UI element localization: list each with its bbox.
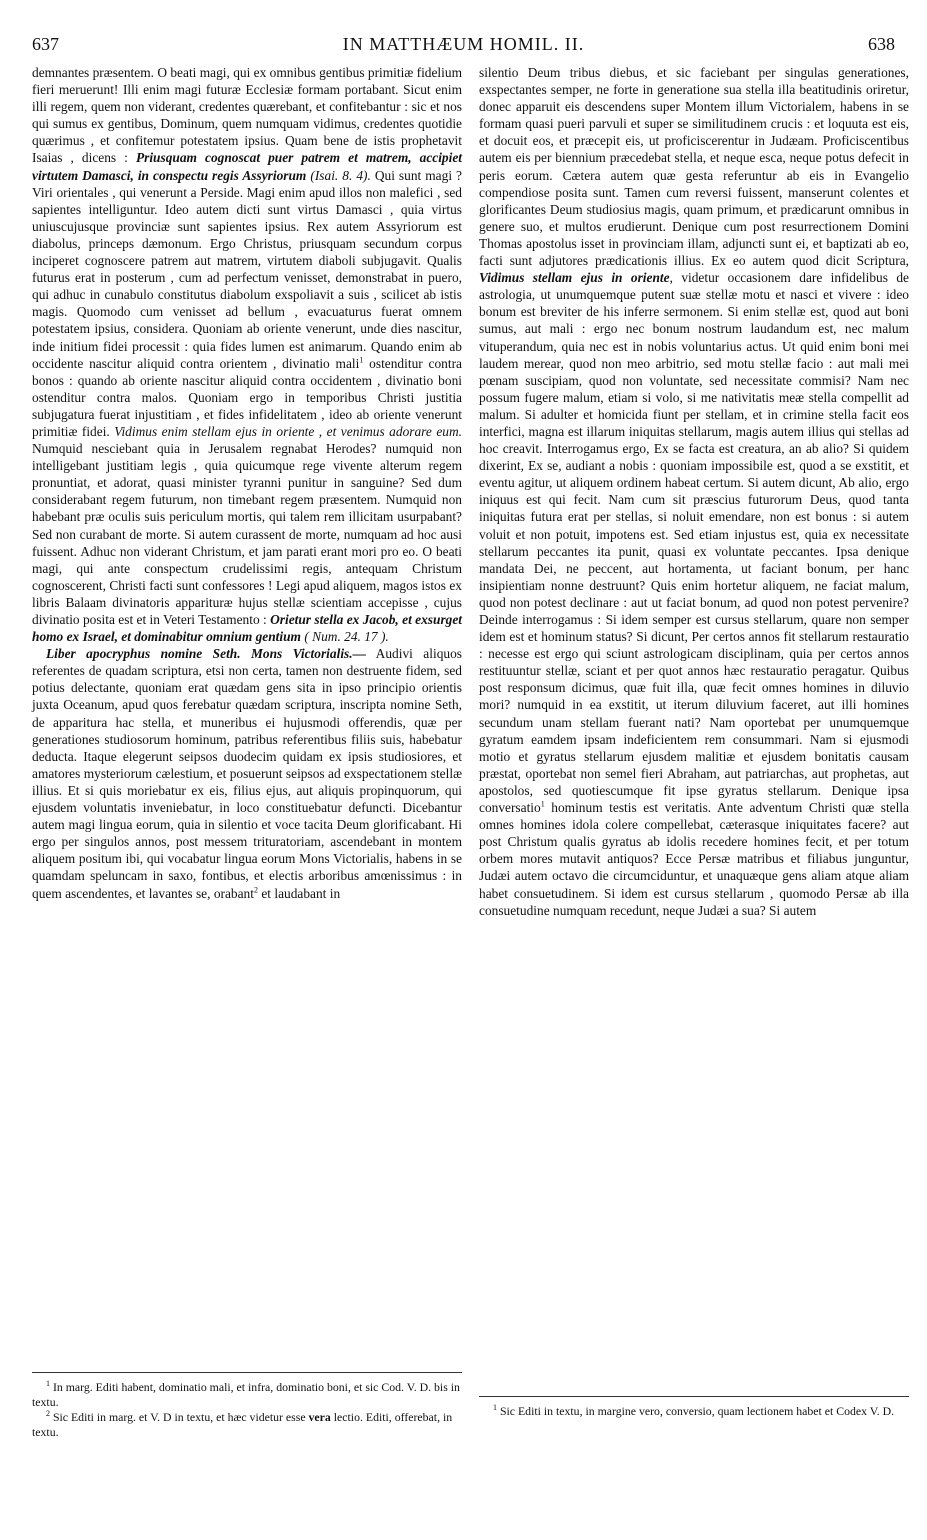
right-footnote-1: $^1$ Sic Editi in textu, in margine vero, conversio, quam lectionem habet et Codex V. D. <box>493 1403 895 1418</box>
isaiah-reference: (Isai. 8. 4). <box>310 167 371 183</box>
left-footnotes <box>32 1380 462 1440</box>
left-text-f: et laudabant in <box>257 885 341 901</box>
running-header <box>30 34 897 60</box>
footnote-marker: 1 <box>359 355 364 365</box>
left-footnote-2: $^2$ Sic Editi in marg. et V. D in textu, et hæc videtur esse vera lectio. Editi, offerebat, in textu. <box>32 1409 453 1439</box>
right-footnote-rule <box>479 1396 909 1397</box>
left-footnote-1: $^1$ In marg. Editi habent, dominatio mali, et infra, dominatio boni, et sic Cod. V. D. bis in textu. <box>32 1379 460 1409</box>
footnote-marker: 2 <box>253 885 258 895</box>
numbers-quote: Orietur stella ex Jacob, et exsurget homo ex Israel, et dominabitur omnium gentium <box>32 612 463 645</box>
left-text-a: demnantes præsentem. O beati magi, qui ex omnibus gentibus primitiæ fidelium fieri meruerunt! Illi enim magi futuræ Ecclesiæ formam portabant. Sicut enim illi regem, quem non viderant, credentes quærebant, et confitebantur : sic et nos qui sumus ex gentibus, Dominum, quem numquam vidimus, credentes quotidie quærimus , et confitemur potestatem ipsius. Quam bene de istis prophetavit Isaias , dicens : <box>32 65 462 166</box>
page-number-right: 638 <box>868 34 895 54</box>
left-paragraph-2 <box>32 645 462 901</box>
left-text-b: Qui sunt magi ? Viri orientales , qui venerunt a Perside. Magi enim apud illos non malefici , sed sapientes intelliguntur. Ideo autem dicti sunt virtus Damasci , quia virtus uniuscujusque provinciæ sunt sapientes ipsius. Rex autem Assyriorum est diabolus, princeps dæmonum. Ergo Christus, priusquam secundum corpus inciperet cognoscere patrem aut matrem, virtutem diaboli subjugavit. Qualis futurus erat in posterum , cum ad perfectum venisset, demonstrabat in puero, qui adhuc in cunabulo constitutus diabolum exspoliavit a suis , scilicet ab istis magis. Quomodo cum venisset ad bellum , evacuaturus fuerat omnem potestatem ipsius, considera. Quoniam ab oriente venerunt, unde dies nascitur, inde initium fidei processit : quia fides lumen est animarum. Quando enim ab occidente nascitur aliquid contra orientem , divinatio mali <box>32 167 462 371</box>
isaiah-quote: Priusquam cognoscat puer patrem et matrem, accipiet virtutem Damasci, in conspectu regis Assyriorum <box>32 150 463 183</box>
section-heading-seth: Liber apocryphus nomine Seth. Mons Victorialis.— <box>46 646 366 662</box>
left-text-d: Numquid nesciebant quia in Jerusalem regnabat Herodes? numquid non intelligebant justitiam legis , quia quicumque rege vivente alterum regem pronuntiat, et adorat, quasi minister tyranni punitur in sanguine? Sed dum considerabant regem futurum, non timebant regem præsentem. Numquid non habebant præ oculis suis periculum mortis, qui talem rem illicitam usurpabant? Sed non curabant de morte. Si autem curassent de morte, numquam ad hoc ausi fuissent. Adhuc non viderant Christum, et jam parati erant mori pro eo. O beati magi, qui ante conspectum crudelissimi regis, antequam Christum cognoscerent, Christi facti sunt confessores ! Legi apud aliquem, magos istos ex libris Balaam divinatoris apparituræ hujus stellæ scientiam accepisse , cujus divinatio posita est et in Veteri Testamento : <box>32 441 462 627</box>
left-footnote-rule <box>32 1372 462 1373</box>
left-column <box>32 64 462 902</box>
left-text-c: ostenditur contra bonos : quando ab oriente nascitur aliquid contra occidentem , divinatio boni ostenditur contra malos. Quoniam ergo in temporibus Christi justitia subjugatura fuerat injustitiam , et fides infidelitatem , ideo ab oriente venerunt primitiæ fidei. <box>32 355 462 439</box>
right-paragraph-1 <box>479 64 909 919</box>
right-text-c: hominum testis est veritatis. Ante adventum Christi quæ stella omnes homines idola colere compellebat, cæterasque iniquitates facere? aut post Christum qualis gyratus ab idolis recedere homines fecit, et per totum orbem mores mutavit antiquos? Ecce Persæ matribus et filiabus junguntur, Judæi autem octavo die circumciduntur, et unaquæque gens aliam atque aliam habet consuetudinem. Si idem est cursus stellarum , quomodo Persæ ab illa consuetudine numquam recedunt, neque Judæi a sua? Si autem <box>479 800 909 918</box>
left-paragraph-1 <box>32 64 462 645</box>
numbers-reference: ( Num. 24. 17 ). <box>304 629 389 645</box>
matthew-quote-right: Vidimus stellam ejus in oriente <box>479 270 670 286</box>
matthew-quote: Vidimus enim stellam ejus in oriente , et venimus adorare eum. <box>114 423 462 439</box>
left-text-e: Audivi aliquos referentes de quadam scriptura, etsi non certa, tamen non destruente fidem, sed potius delectante, quoniam erat quædam gens sita in ipso principio orientis juxta Oceanum, apud quos ferebatur quædam scriptura, inscripta nomine Seth, de apparitura hac stella, et muneribus ei hujusmodi offerendis, quæ per generationes studiosorum hominum, patribus referentibus filiis suis, habebatur deducta. Itaque elegerunt seipsos duodecim quidam ex ipsis studiosiores, et amatores mysteriorum cælestium, et posuerunt seipsos ad exspectationem stellæ illius. Et si quis moriebatur ex eis, filius ejus, aut aliquis propinquorum, qui ejusdem voluntatis inveniebatur, in loco constituebatur defuncti. Dicebantur autem magi lingua eorum, quia in silentio et voce tacita Deum glorificabant. Hi ergo per singulos annos, post messem trituratoriam, ascendebant in montem aliquem positum ibi, qui vocabatur lingua eorum Mons Victorialis, habens in se quamdam speluncam in saxo, fontibus, et electis arboribus amœnissimus : in quem ascendentes, et lavantes se, orabant <box>32 646 462 901</box>
right-text-a: silentio Deum tribus diebus, et sic faciebant per singulas generationes, exspectantes semper, ne forte in generatione sua stella illa beatitudinis oriretur, donec apparuit eis descendens super Montem illum Victorialem, habens in se formam quasi pueri parvuli et super se similitudinem crucis : et loquuta est eis, et docuit eos, et præcepit eis, ut proficiscerentur in Judæam. Proficiscentibus autem eis per biennium præcedebat stella, et neque esca, neque potus defecit in peris eorum. Cætera autem quæ gesta referuntur ab eis in Evangelio compendiose posita sunt. Tamen cum reversi fuissent, manserunt colentes et glorificantes Deum studiosius magis, quam primum, et prædicarunt omnibus in genere suo, et multos erudierunt. Denique cum post resurrectionem Domini Thomas apostolus isset in provinciam illam, adjuncti sunt ei, et baptizati ab eo, facti sunt adjutores prædicationis illius. Ex eo autem quod dicit Scriptura, <box>479 65 909 269</box>
right-footnotes <box>479 1404 909 1419</box>
right-text-b: , videtur occasionem dare infidelibus de astrologia, ut unumquemque putent suæ stellæ motu et nasci et vivere : ideo bonum est breviter de his inferre sermonem. Si enim stellæ est, quod aut boni sumus, aut mali : ergo nec bonum nostrum laudandum est, nec malum vituperandum, quia nec est in nobis voluntarius actus. Ut quid enim boni mei laudem merear, quod non meo arbitrio, sed motu stellæ facio : aut mali mei pœnam suscipiam, quod non voluntate, sed necessitate commisi? Nam nec possum fugere malum, etiam si volo, si me nativitatis meæ stella compellit ad malum. Si adulter et homicida fiunt per stellam, et in crimine stella facit eos interfici, magna est illarum iniquitas stellarum, magis autem illius qui stellas ad hoc creavit. Interrogamus ergo, Ex se facta est creatura, an ab alio? Si quidem dixerint, Ex se, audiant a nobis : quoniam impossibile est, quod a se exstitit, et eventu agitur, ut aliquem ordinem habeat certum. Si autem dicunt, Ab alio, ergo iniquus est qui fecit. Nam cum sit præscius futurorum Deus, quod tanta iniquitas futura erat per stellas, si noluit emendare, non est bonus : si autem voluit et non potuit, impotens est. Sed etiam injustus est, quia ex necessitate stellarum peccantes ita punit, quasi ex voluntate peccantes. Ipsa denique mandata Dei, ne peccent, aut hortamenta, ut faciant bonum, per hanc insipientiam nonne destruunt? Quis enim hortetur aliquem, ne faciat malum, quod non potest declinare : aut ut faciat bonum, ad quod non potest pervenire? Deinde interrogamus : Si idem semper est cursus stellarum, quare non semper idem est et hominum status? Si dicunt, Per certos annos fit stellarum restauratio : necesse est ergo qui sciunt astrologicam disciplinam, quia per certos annos restituuntur stellæ, sciant et per quot annos hæc restauratio peragatur. Quibus post responsum dicimus, quæ fuit illa, quæ fecit omnes homines in diluvio mori? numquid in ea exstitit, ut iterum diluvium faceret, aut illi homines secundum unam stellam fuerant nati? Nam oportebat per unumquemque gyratum eamdem ipsam indeficientem rem consummari. Nam si ejusmodi motio et gyratus stellarum ejusdem malitiæ et ejusdem bonitatis causam præstat, oportebat non semel fieri Abraham, aut patriarchas, aut prophetas, aut apostolos, sed quotiescumque fit ipse gyratus stellarum. Denique ipsa conversatio <box>479 270 909 816</box>
page-number-left: 637 <box>32 34 59 54</box>
right-column <box>479 64 909 919</box>
running-title: IN MATTHÆUM HOMIL. II. <box>342 34 585 54</box>
footnote-marker: 1 <box>540 799 545 809</box>
